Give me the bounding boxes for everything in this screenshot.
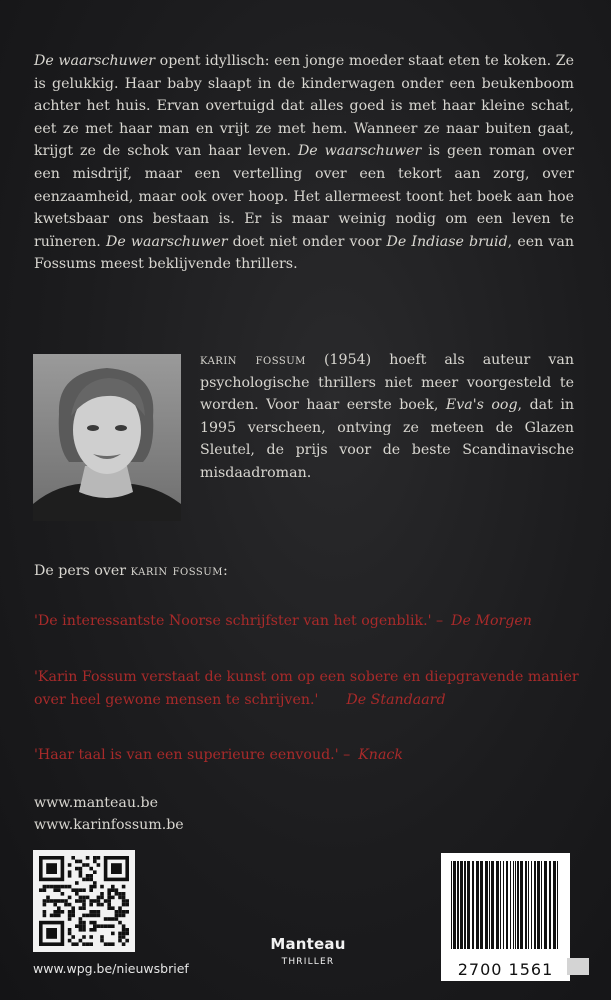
blurb-text: doet niet onder voor xyxy=(227,233,387,250)
author-bio xyxy=(200,349,574,485)
quote-text: 'De interessantste Noorse schrijfster van het ogenblik.' – xyxy=(34,613,444,629)
other-book-title: De Indiase bruid xyxy=(386,233,508,250)
quote-source: Knack xyxy=(358,747,403,763)
press-quote xyxy=(34,744,579,767)
blurb-text: , een van Fossums meest beklijvende thrillers. xyxy=(34,233,574,273)
author-name: karin fossum xyxy=(200,352,306,368)
book-title: De waarschuwer xyxy=(105,233,228,250)
publisher-name: Manteau xyxy=(270,935,346,953)
blurb-text: opent idyllisch: een jonge moeder staat eten te koken. Ze is gelukkig. Haar baby slaapt in de kinderwagen onder een beukenboom achter het huis. Ervan overtuigd dat alles goed is met haar kleine schat, eet ze met haar man en vrijt ze met hem. Wanneer ze naar buiten gaat, krijgt ze de schok van haar leven. xyxy=(34,53,574,160)
book-title: De waarschuwer xyxy=(34,53,156,69)
price-tab xyxy=(567,958,589,975)
blurb-text: is geen roman over een misdrijf, maar een vertelling over een tekort aan zorg, over eenzaamheid, maar ook over hoop. Het allermeest toont het boek aan hoe kwetsbaar ons bestaan is. Er is maar weinig nodig om een leven te ruïneren. xyxy=(34,143,574,250)
quote-text: 'Karin Fossum verstaat de kunst om op een sobere en diepgravende manier over heel gewone mensen te schrijven.' xyxy=(34,669,579,708)
series-label: THRILLER xyxy=(281,957,335,967)
quote-source: De Standaard xyxy=(346,691,446,708)
press-quote xyxy=(34,610,579,633)
author-bio-text: , dat in 1995 verscheen, ontving ze meteen de Glazen Sleutel, de prijs voor de beste Scandinavische misdaadroman. xyxy=(200,397,574,481)
website-links xyxy=(34,792,184,836)
press-author-name: karin fossum xyxy=(130,563,223,579)
author-website-link[interactable]: www.karinfossum.be xyxy=(34,817,184,833)
press-heading: De pers over karin fossum: xyxy=(34,563,228,579)
qr-code[interactable] xyxy=(33,850,135,952)
newsletter-link[interactable]: www.wpg.be/nieuwsbrief xyxy=(33,961,189,976)
barcode-number: 2700 1561 xyxy=(457,960,554,979)
publisher-website-link[interactable]: www.manteau.be xyxy=(34,795,158,811)
publisher-logo xyxy=(268,935,348,967)
back-cover-blurb xyxy=(34,50,574,276)
author-portrait-image xyxy=(33,354,181,521)
barcode-image xyxy=(441,853,570,953)
quote-source: De Morgen xyxy=(451,613,532,629)
author-bio-text: (1954) hoeft als auteur van psychologische thrillers niet meer voorgesteld te worden. Voor haar eerste boek, xyxy=(200,352,574,414)
author-photo xyxy=(33,354,181,521)
press-quote xyxy=(34,666,579,711)
quote-text: 'Haar taal is van een superieure eenvoud.' – xyxy=(34,747,351,763)
isbn-barcode xyxy=(441,853,570,981)
debut-book-title: Eva's oog xyxy=(445,397,518,414)
book-title: De waarschuwer xyxy=(297,143,422,160)
qr-code-image xyxy=(33,850,135,952)
